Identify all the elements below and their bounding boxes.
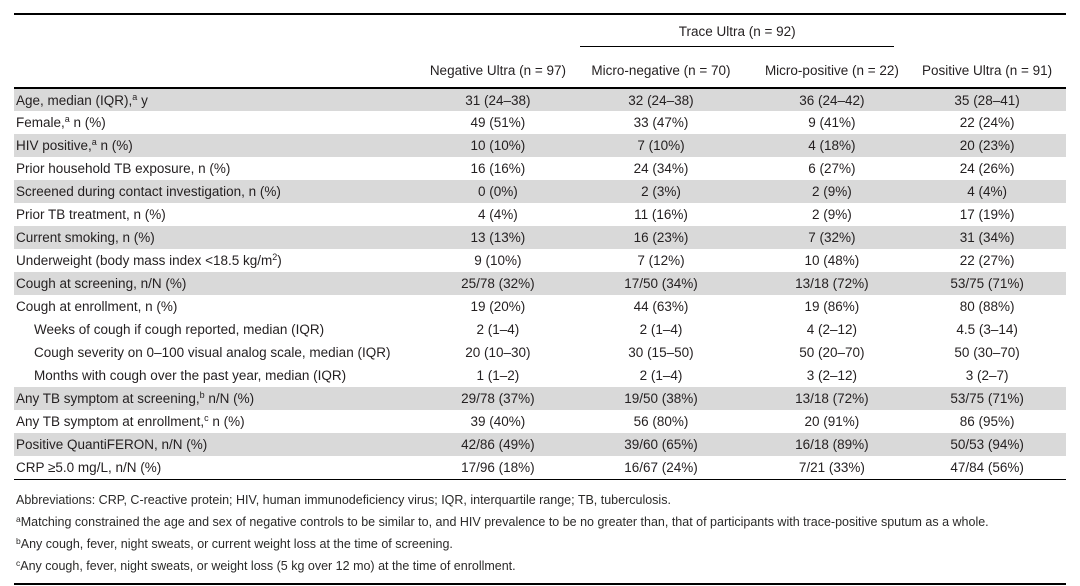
cell-value: 16 (16%) bbox=[470, 161, 526, 176]
row-label-text: Any TB symptom at screening, bbox=[16, 391, 200, 406]
cell-value: 33 (47%) bbox=[633, 115, 689, 130]
table-row bbox=[14, 203, 1066, 226]
cell-value: 4 (4%) bbox=[478, 207, 518, 222]
row-label-text: Current smoking, n (%) bbox=[16, 230, 155, 245]
footnote-text: Any cough, fever, night sweats, or weight loss (5 kg over 12 mo) at the time of enrollment. bbox=[20, 558, 516, 573]
table-row bbox=[14, 433, 1066, 456]
row-label bbox=[14, 226, 430, 249]
row-label-text: HIV positive, bbox=[16, 138, 92, 153]
row-label bbox=[14, 433, 430, 456]
table-row bbox=[14, 318, 1066, 341]
row-label bbox=[14, 134, 430, 157]
cell-value: 4.5 (3–14) bbox=[956, 322, 1018, 337]
cell-value: 9 (10%) bbox=[474, 253, 522, 268]
cell-value: 50/53 (94%) bbox=[950, 437, 1024, 452]
cell-value: 7 (10%) bbox=[637, 138, 685, 153]
table-header bbox=[14, 14, 1066, 88]
column-header-row bbox=[14, 50, 1066, 88]
column-group-label: Trace Ultra (n = 92) bbox=[580, 24, 894, 47]
cell-value: 53/75 (71%) bbox=[950, 276, 1024, 291]
row-label-text: Prior TB treatment, n (%) bbox=[16, 207, 166, 222]
group-header-row bbox=[14, 14, 1066, 50]
cell-value: 22 (24%) bbox=[959, 115, 1015, 130]
row-label-text: Age, median (IQR), bbox=[16, 92, 133, 108]
row-label bbox=[14, 180, 430, 203]
cell-value: 3 (2–12) bbox=[806, 368, 858, 383]
row-label bbox=[14, 341, 430, 364]
cell-value: 50 (20–70) bbox=[799, 345, 865, 360]
participant-characteristics-table bbox=[14, 13, 1066, 480]
cell-value: 86 (95%) bbox=[959, 414, 1015, 429]
row-label bbox=[14, 157, 430, 180]
row-label bbox=[14, 295, 430, 318]
cell-value: 20 (23%) bbox=[959, 138, 1015, 153]
cell-value: 16 (23%) bbox=[633, 230, 689, 245]
cell-value: 20 (10–30) bbox=[465, 345, 531, 360]
cell-value: 16/67 (24%) bbox=[624, 459, 698, 475]
cell-value: 36 (24–42) bbox=[799, 92, 865, 108]
column-header-empty bbox=[14, 50, 430, 88]
footnote-marker: a bbox=[16, 513, 21, 524]
cell-value: 0 (0%) bbox=[478, 184, 518, 199]
cell-value: 19 (20%) bbox=[470, 299, 526, 314]
cell-value: 2 (3%) bbox=[641, 184, 681, 199]
cell-value: 13/18 (72%) bbox=[795, 391, 869, 406]
cell-value: 2 (1–4) bbox=[639, 322, 683, 337]
row-label bbox=[14, 410, 430, 433]
cell-value: 13/18 (72%) bbox=[795, 276, 869, 291]
row-label bbox=[14, 203, 430, 226]
cell-value: 32 (24–38) bbox=[628, 92, 694, 108]
footnote-marker: a bbox=[64, 114, 70, 124]
footnote-marker: a bbox=[91, 137, 97, 147]
row-label-text: Cough at screening, n/N (%) bbox=[16, 276, 187, 291]
cell-value: 19 (86%) bbox=[804, 299, 860, 314]
cell-value: 39 (40%) bbox=[470, 414, 526, 429]
cell-value: 29/78 (37%) bbox=[461, 391, 535, 406]
column-header-micro-negative: Micro-negative (n = 70) bbox=[566, 50, 755, 88]
cell-value: 56 (80%) bbox=[633, 414, 689, 429]
cell-value: 16/18 (89%) bbox=[795, 437, 869, 452]
table-row bbox=[14, 341, 1066, 364]
row-label bbox=[14, 272, 430, 295]
table-body bbox=[14, 88, 1066, 479]
table-row bbox=[14, 387, 1066, 410]
row-label-text: Prior household TB exposure, n (%) bbox=[16, 161, 231, 176]
table-row bbox=[14, 295, 1066, 318]
cell-value: 2 (1–4) bbox=[476, 322, 520, 337]
row-label-text: Underweight (body mass index <18.5 kg/m bbox=[16, 253, 273, 268]
cell-value: 11 (16%) bbox=[634, 207, 688, 222]
cell-value: 50 (30–70) bbox=[954, 345, 1020, 360]
table-row bbox=[14, 456, 1066, 479]
cell-value: 6 (27%) bbox=[808, 161, 856, 176]
row-label-text: Months with cough over the past year, median (IQR) bbox=[34, 368, 347, 383]
row-label-text: n (%) bbox=[96, 138, 133, 153]
row-label-text: Female, bbox=[16, 115, 65, 130]
cell-value: 10 (10%) bbox=[470, 138, 526, 153]
row-label-text: CRP ≥5.0 mg/L, n/N (%) bbox=[16, 459, 162, 475]
table-row bbox=[14, 364, 1066, 387]
row-label-text: Cough at enrollment, n (%) bbox=[16, 299, 178, 314]
cell-value: 17 (19%) bbox=[959, 207, 1015, 222]
cell-value: 49 (51%) bbox=[470, 115, 526, 130]
table-row bbox=[14, 249, 1066, 272]
cell-value: 13 (13%) bbox=[470, 230, 526, 245]
row-label bbox=[14, 318, 430, 341]
cell-value: 4 (4%) bbox=[967, 184, 1007, 199]
cell-value: 24 (34%) bbox=[633, 161, 689, 176]
cell-value: 17/50 (34%) bbox=[624, 276, 698, 291]
cell-value: 35 (28–41) bbox=[954, 92, 1020, 108]
cell-value: 80 (88%) bbox=[959, 299, 1015, 314]
table-row bbox=[14, 226, 1066, 249]
row-label bbox=[14, 364, 430, 387]
cell-value: 7/21 (33%) bbox=[798, 459, 865, 475]
column-header-positive-ultra: Positive Ultra (n = 91) bbox=[908, 50, 1066, 88]
cell-value: 10 (48%) bbox=[804, 253, 860, 268]
table-footnotes bbox=[14, 480, 1066, 585]
footnote-marker: 2 bbox=[272, 252, 278, 262]
footnote-text: Abbreviations: CRP, C-reactive protein; HIV, human immunodeficiency virus; IQR, interquartile range; TB, tuberculosis. bbox=[16, 492, 671, 507]
cell-value: 7 (32%) bbox=[808, 230, 856, 245]
cell-value: 31 (34%) bbox=[959, 230, 1015, 245]
cell-value: 2 (1–4) bbox=[639, 368, 683, 383]
cell-value: 19/50 (38%) bbox=[624, 391, 698, 406]
column-header-micro-positive: Micro-positive (n = 22) bbox=[756, 50, 909, 88]
footnote-marker: a bbox=[132, 91, 138, 102]
row-label bbox=[14, 387, 430, 410]
row-label-text: Screened during contact investigation, n (%) bbox=[16, 184, 281, 199]
cell-value: 31 (24–38) bbox=[465, 92, 531, 108]
table-row bbox=[14, 111, 1066, 134]
row-label-text: Weeks of cough if cough reported, median (IQR) bbox=[34, 322, 325, 337]
row-label-text: Any TB symptom at enrollment, bbox=[16, 414, 205, 429]
footnote-line bbox=[16, 489, 1064, 511]
row-label-text: ) bbox=[277, 253, 282, 268]
table-row bbox=[14, 157, 1066, 180]
row-label bbox=[14, 456, 430, 479]
table-row bbox=[14, 272, 1066, 295]
cell-value: 42/86 (49%) bbox=[461, 437, 535, 452]
footnote-line bbox=[16, 555, 1064, 577]
table-row bbox=[14, 180, 1066, 203]
footnote-line bbox=[16, 511, 1064, 533]
footnote-text: Matching constrained the age and sex of negative controls to be similar to, and HIV prevalence to be no greater than, that of participants with trace-positive sputum as a whole. bbox=[20, 514, 989, 529]
cell-value: 1 (1–2) bbox=[476, 368, 520, 383]
group-header-spacer bbox=[908, 14, 1066, 50]
cell-value: 47/84 (56%) bbox=[950, 459, 1024, 475]
cell-value: 39/60 (65%) bbox=[624, 437, 698, 452]
cell-value: 24 (26%) bbox=[959, 161, 1015, 176]
cell-value: 44 (63%) bbox=[633, 299, 689, 314]
footnote-marker: c bbox=[16, 557, 21, 568]
table-row bbox=[14, 410, 1066, 433]
cell-value: 30 (15–50) bbox=[628, 345, 694, 360]
row-label-text: n (%) bbox=[69, 115, 106, 130]
cell-value: 25/78 (32%) bbox=[461, 276, 535, 291]
group-header-spacer bbox=[14, 14, 566, 50]
footnote-marker: c bbox=[204, 413, 209, 423]
cell-value: 20 (91%) bbox=[804, 414, 860, 429]
group-header-cell bbox=[566, 14, 908, 50]
row-label bbox=[14, 111, 430, 134]
table-row bbox=[14, 134, 1066, 157]
cell-value: 4 (2–12) bbox=[806, 322, 858, 337]
footnote-text: Any cough, fever, night sweats, or current weight loss at the time of screening. bbox=[20, 536, 453, 551]
cell-value: 7 (12%) bbox=[637, 253, 685, 268]
cell-value: 2 (9%) bbox=[812, 207, 852, 222]
cell-value: 4 (18%) bbox=[808, 138, 856, 153]
row-label-text: n (%) bbox=[208, 414, 245, 429]
cell-value: 2 (9%) bbox=[812, 184, 852, 199]
cell-value: 22 (27%) bbox=[959, 253, 1015, 268]
footnote-marker: b bbox=[16, 535, 21, 546]
footnote-line bbox=[16, 533, 1064, 555]
row-label bbox=[14, 88, 430, 111]
row-label bbox=[14, 249, 430, 272]
footnote-marker: b bbox=[199, 390, 205, 400]
row-label-text: Positive QuantiFERON, n/N (%) bbox=[16, 437, 208, 452]
row-label-text: y bbox=[137, 92, 148, 108]
cell-value: 9 (41%) bbox=[808, 115, 856, 130]
column-header-negative-ultra: Negative Ultra (n = 97) bbox=[430, 50, 567, 88]
cell-value: 3 (2–7) bbox=[965, 368, 1009, 383]
cell-value: 53/75 (71%) bbox=[950, 391, 1024, 406]
row-label-text: n/N (%) bbox=[204, 391, 255, 406]
cell-value: 17/96 (18%) bbox=[461, 459, 535, 475]
row-label-text: Cough severity on 0–100 visual analog scale, median (IQR) bbox=[34, 345, 391, 360]
table-row bbox=[14, 88, 1066, 111]
